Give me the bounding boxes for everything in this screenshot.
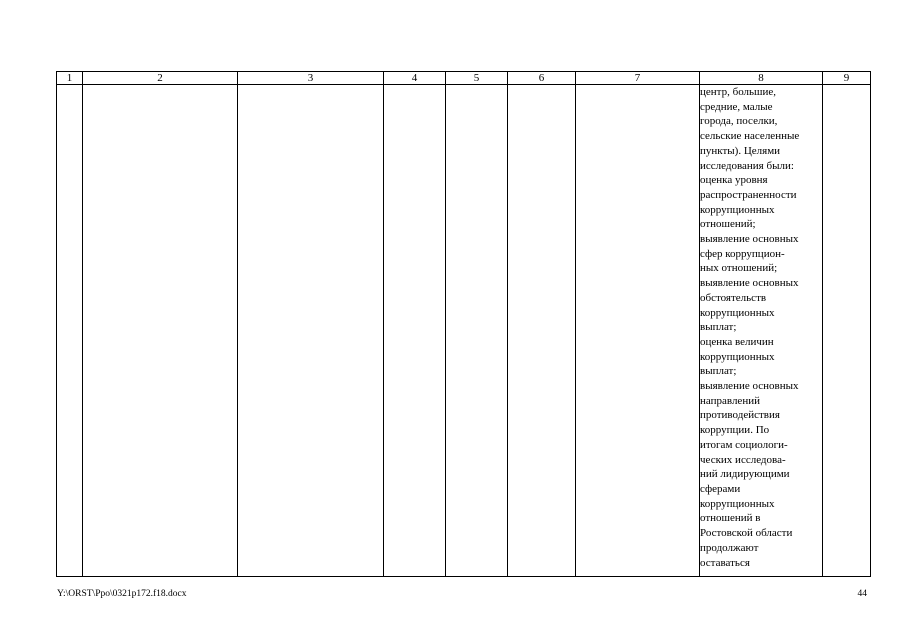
header-cell-4: 4 [384, 72, 446, 85]
cell-text-line: сфер коррупцион- [700, 247, 785, 260]
cell-text-line: итогам социологи- [700, 438, 788, 451]
table-cell-2 [83, 85, 238, 577]
cell-text-line: продолжают [700, 541, 759, 554]
header-cell-5: 5 [446, 72, 508, 85]
cell-text-line: выявление основных [700, 277, 799, 290]
table-cell-3 [238, 85, 384, 577]
document-table [56, 71, 871, 577]
table-cell-7 [576, 85, 700, 577]
table-cell-4 [384, 85, 446, 577]
cell-text-line: противодействия [700, 409, 780, 422]
cell-text-line: исследования были: [700, 159, 794, 172]
cell-text-line: отношений в [700, 512, 761, 525]
cell-text-line: оценка величин [700, 335, 774, 348]
cell-text-line: ных отношений; [700, 262, 778, 275]
cell-text-line: выявление основных [700, 233, 799, 246]
cell-text-line: выявление основных [700, 380, 799, 393]
header-cell-7: 7 [576, 72, 700, 85]
cell-text-line: ческих исследова- [700, 453, 786, 466]
cell-text-line: средние, малые [700, 100, 773, 113]
header-cell-2: 2 [83, 72, 238, 85]
footer-page-number: 44 [857, 589, 867, 599]
cell-text-line: центр, большие, [700, 86, 777, 98]
cell-text-line: оставаться [700, 556, 750, 569]
cell-text-line: ний лидирующими [700, 468, 790, 481]
footer-file-path: Y:\ORST\Ppo\0321p172.f18.docx [57, 589, 187, 599]
cell-text-line: коррупции. По [700, 424, 770, 437]
cell-text-line: распространенности [700, 188, 797, 201]
table-header-row [57, 72, 871, 85]
cell-text-line: Ростовской области [700, 527, 793, 540]
cell-text-line: сферами [700, 482, 741, 495]
table-cell-1 [57, 85, 83, 577]
cell-text-line: отношений; [700, 218, 756, 231]
cell-text-line: коррупционных [700, 497, 775, 510]
cell-text-line: коррупционных [700, 350, 775, 363]
cell-text-line: оценка уровня [700, 174, 768, 187]
table-row [57, 85, 871, 577]
header-cell-1: 1 [57, 72, 83, 85]
cell-text-line: выплат; [700, 365, 737, 378]
cell-text-line: обстоятельств [700, 291, 767, 304]
header-cell-6: 6 [508, 72, 576, 85]
table-cell-8 [700, 85, 823, 577]
cell-text-line: направлений [700, 394, 760, 407]
table-cell-6 [508, 85, 576, 577]
cell-text-line: выплат; [700, 321, 737, 334]
header-cell-3: 3 [238, 72, 384, 85]
cell-text-line: пункты). Целями [700, 144, 781, 157]
cell-text-line: коррупционных [700, 203, 775, 216]
header-cell-8: 8 [700, 72, 823, 85]
cell-text-line: сельские населенные [700, 130, 800, 143]
table-cell-9 [823, 85, 871, 577]
cell-text-line: коррупционных [700, 306, 775, 319]
header-cell-9: 9 [823, 72, 871, 85]
cell-text-line: города, поселки, [700, 115, 778, 128]
table-cell-5 [446, 85, 508, 577]
